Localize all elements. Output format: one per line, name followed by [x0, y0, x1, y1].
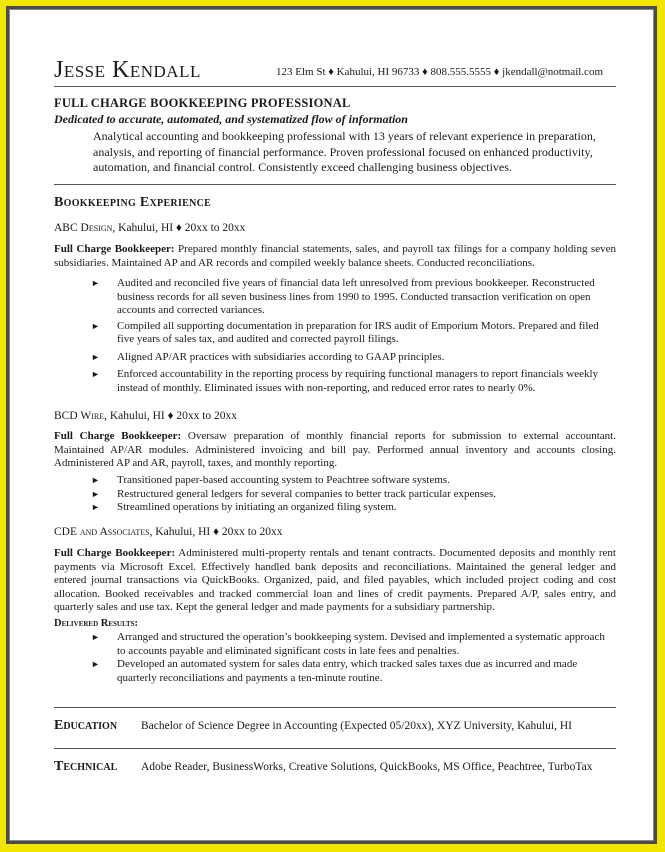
- education-heading: Education: [54, 718, 118, 733]
- list-item: [91, 631, 616, 658]
- list-item: [91, 658, 616, 685]
- delivered-results-label: Delivered Results:: [54, 618, 139, 629]
- list-item: [91, 474, 616, 488]
- bullet-text: Enforced accountability in the reporting process by requiring functional managers to report financials weekly instead of monthly. Eliminated issues with non-reporting, and reduced error rates to nearly 0%.: [117, 368, 599, 394]
- job-title: Full Charge Bookkeeper:: [54, 243, 175, 255]
- bullet-text: Restructured general ledgers for several companies to better track particular expenses.: [117, 487, 497, 500]
- profile-summary: Analytical accounting and bookkeeping professional with 13 years of relevant experience in preparation, analysis, and reporting of financial performance. Proven professional focused on enhanced productivity, automation, and financial control. Consistently exceed challenging business objectives.: [93, 129, 596, 174]
- list-item: [91, 277, 616, 318]
- arrow-right-icon: ►: [91, 320, 100, 331]
- job-description: [54, 430, 616, 471]
- technical-text: Adobe Reader, BusinessWorks, Creative Solutions, QuickBooks, MS Office, Peachtree, TurboTax: [141, 761, 593, 773]
- job-title: Full Charge Bookkeeper:: [54, 430, 182, 442]
- section-rule: [54, 748, 616, 749]
- resume-page: [9, 9, 654, 841]
- arrow-right-icon: ►: [91, 475, 100, 485]
- bullet-text: Audited and reconciled five years of financial data left unresolved from previous bookkeeper. Reconstructed business records for all seven business lines from 1990 to 1995. Conducted transaction verification on open accounts and corrected variances.: [117, 277, 595, 316]
- candidate-name: Jesse Kendall: [54, 57, 201, 83]
- arrow-right-icon: ►: [91, 632, 100, 642]
- job-location-dates: , Kahului, HI ♦ 20xx to 20xx: [104, 410, 238, 422]
- job-description: [54, 547, 616, 615]
- job-summary: Prepared monthly financial statements, sales, and payroll tax filings for a company holding seven subsidiaries. Maintained AP and AR records and compiled weekly balance sheets. Conducted reconciliations.: [54, 243, 616, 269]
- job-title: Full Charge Bookkeeper:: [54, 547, 176, 559]
- job-bullets: [91, 474, 616, 515]
- arrow-right-icon: ►: [91, 488, 100, 499]
- list-item: [91, 501, 616, 515]
- arrow-right-icon: ►: [91, 351, 100, 362]
- job-location-dates: , Kahului, HI ♦ 20xx to 20xx: [112, 222, 246, 234]
- bullet-text: Streamlined operations by initiating an organized filing system.: [117, 501, 397, 513]
- profile-headline: FULL CHARGE BOOKKEEPING PROFESSIONAL: [54, 96, 351, 110]
- job-employer: [54, 526, 283, 538]
- job-employer: [54, 410, 237, 422]
- job-summary: Oversaw preparation of monthly financial reports for submission to external accountant. Maintained AP/AR modules. Administered invoicing and bill pay. Performed annual inventory and accounts closing. Administered AP and AR, payroll, taxes, and monthly reporting.: [54, 430, 616, 469]
- company-name: CDE and Associates: [54, 526, 150, 538]
- section-rule: [54, 184, 616, 185]
- arrow-right-icon: ►: [91, 659, 100, 669]
- bullet-text: Arranged and structured the operation’s bookkeeping system. Devised and implemented a systematic approach to accounts payable and eliminated significant costs in late fees and penalties.: [117, 631, 605, 657]
- job-description: [54, 243, 616, 270]
- document-frame: [6, 6, 657, 844]
- list-item: [91, 351, 616, 365]
- arrow-right-icon: ►: [91, 278, 100, 288]
- list-item: [91, 320, 616, 347]
- experience-heading: Bookkeeping Experience: [54, 195, 212, 210]
- job-employer: [54, 222, 245, 234]
- job-summary: Administered multi-property rentals and tenant contracts. Documented deposits and monthly rent payments via Microsoft Excel. Effectively handled bank deposits and reconciliations. Maintained the general ledger and entered journal transactions via QuickBooks. Organized, paid, and filed payables, which included project coding and cost allocation. Booked receivables and tracked commercial loan and lines of credit payments. Prepared A/P, sales entry, and quarterly sales and use tax. Kept the general ledger and made payments for a subsidiary partnership.: [54, 547, 616, 613]
- company-name: ABC Design: [54, 222, 113, 234]
- bullet-text: Aligned AP/AR practices with subsidiaries according to GAAP principles.: [117, 350, 445, 363]
- contact-info: 123 Elm St ♦ Kahului, HI 96733 ♦ 808.555.5555 ♦ jkendall@notmail.com: [276, 66, 603, 78]
- technical-heading: Technical: [54, 759, 118, 774]
- job-bullets: [91, 631, 616, 685]
- arrow-right-icon: ►: [91, 369, 100, 379]
- list-item: [91, 368, 616, 395]
- company-name: BCD Wire: [54, 410, 105, 422]
- arrow-right-icon: ►: [91, 502, 100, 512]
- header-rule: [54, 86, 616, 87]
- job-location-dates: , Kahului, HI ♦ 20xx to 20xx: [149, 526, 283, 538]
- education-text: Bachelor of Science Degree in Accounting (Expected 05/20xx), XYZ University, Kahului, HI: [141, 720, 573, 732]
- bullet-text: Compiled all supporting documentation in preparation for IRS audit of Emporium Motors. Prepared and filed five years of sales tax, and audited and corrected payroll filings.: [117, 319, 599, 345]
- job-bullets: [91, 277, 616, 395]
- section-rule: [54, 707, 616, 708]
- bullet-text: Developed an automated system for sales data entry, which tracked sales taxes due as incurred and made quarterly reconciliations and payments a ten-minute routine.: [117, 658, 578, 684]
- profile-tagline: Dedicated to accurate, automated, and systematized flow of information: [54, 112, 408, 126]
- bullet-text: Transitioned paper-based accounting system to Peachtree software systems.: [117, 474, 450, 486]
- list-item: [91, 488, 616, 502]
